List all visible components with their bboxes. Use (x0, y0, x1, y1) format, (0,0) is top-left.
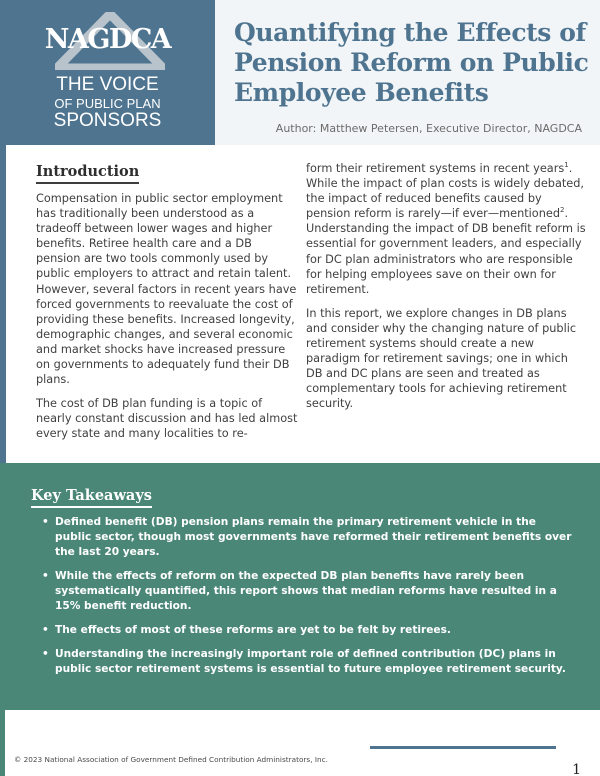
intro-paragraph: The cost of DB plan funding is a topic of nearly constant discussion and has led almost every state and many localities to re- (36, 397, 298, 441)
takeaway-text: Defined benefit (DB) pension plans remain the primary retirement vehicle in the public sector, though most governments have reformed their retirement benefits over the last 20 years. (55, 516, 572, 558)
author-line: Author: Matthew Petersen, Executive Director, NAGDCA (275, 122, 582, 135)
title-block (215, 0, 600, 145)
key-takeaways-heading: Key Takeaways (31, 487, 152, 508)
takeaway-item (42, 623, 575, 638)
bullet-icon: • (42, 570, 49, 582)
intro-left-column (36, 191, 298, 451)
bullet-icon: • (42, 516, 49, 528)
footnote-ref-1[interactable]: 1 (564, 161, 569, 170)
takeaway-text: While the effects of reform on the expected DB plan benefits have rarely been systematically quantified, this report shows that median reforms have resulted in a 15% benefit reduction. (55, 570, 557, 612)
takeaway-item (42, 515, 575, 560)
tagline-line-3: SPONSORS (53, 110, 162, 131)
takeaway-item (42, 647, 575, 677)
text-run: . Understanding the impact of DB benefit reform is essential for government leaders, and especially for DC plan administrators who are responsible for helping employees save on their own for retirement. (306, 207, 586, 296)
intro-paragraph: In this report, we explore changes in DB plans and consider why the changing nature of public retirement systems should create a new paradigm for retirement savings; one in which DB and DC plans are seen and treated as complementary tools for achieving retirement security. (306, 306, 577, 411)
tagline-line-2: OF PUBLIC PLAN (54, 96, 161, 111)
intro-paragraph: Compensation in public sector employment has traditionally been understood as a tradeoff between lower wages and higher benefits. Retiree health care and a DB pension are two tools commonly used by public employers to attract and retain talent. However, several factors in recent years have forced governments to reevaluate the cost of providing these benefits. Increased longevity, demographic changes, and several economic and market shocks have increased pressure on governments to adequately fund their DB plans. (36, 192, 297, 387)
page-number: 1 (572, 762, 581, 776)
takeaway-item (42, 569, 575, 614)
copyright-notice: © 2023 National Association of Government Defined Contribution Administrators, Inc. (14, 755, 328, 764)
introduction-heading: Introduction (36, 163, 139, 184)
footer-panel (5, 710, 600, 776)
bullet-icon: • (42, 648, 49, 660)
footer (0, 708, 600, 776)
key-takeaways-section (0, 463, 600, 708)
introduction-section (0, 145, 600, 463)
intro-paragraph (306, 161, 586, 297)
takeaway-text: The effects of most of these reforms are yet to be felt by retirees. (55, 624, 451, 636)
tagline-line-1: THE VOICE (56, 74, 159, 95)
introduction-panel (6, 145, 600, 463)
footnote-ref-2[interactable]: 2 (560, 206, 565, 215)
intro-right-column (306, 161, 586, 421)
text-run: form their retirement systems in recent years (306, 162, 565, 175)
page-number-rule (370, 746, 556, 749)
takeaway-text: Understanding the increasingly important role of defined contribution (DC) plans in public sector retirement systems is essential to future employee retirement security. (55, 648, 566, 675)
logo-wordmark: NAGDCA (44, 24, 171, 55)
key-takeaways-list (42, 515, 575, 686)
bullet-icon: • (42, 624, 49, 636)
document-title: Quantifying the Effects of Pension Reform on Public Employee Benefits (234, 18, 589, 107)
logo-block (0, 0, 215, 145)
text-run: . While the impact of plan costs is widely debated, the impact of reduced benefits caused by pension reform is rarely—if ever—mentioned (306, 162, 585, 221)
